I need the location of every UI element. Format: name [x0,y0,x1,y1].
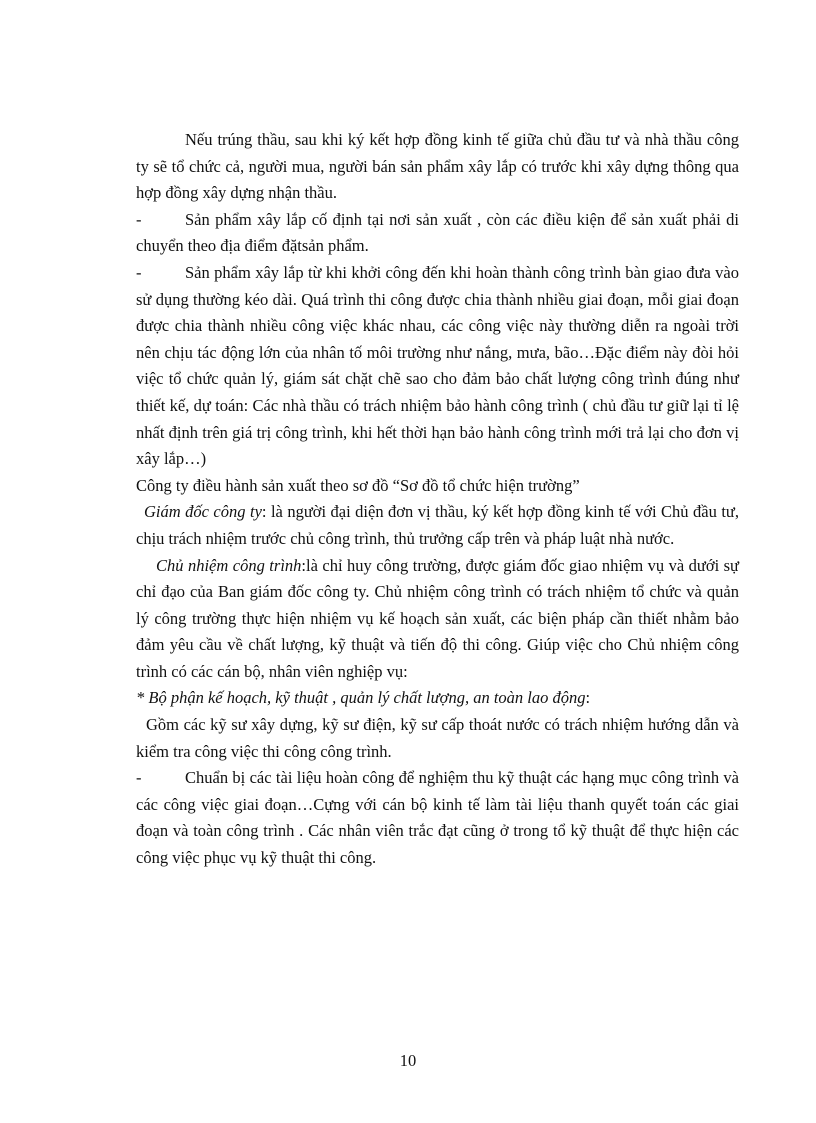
dash-bullet: - [136,209,142,229]
paragraph-project-manager: Chủ nhiệm công trình:là chỉ huy công trường, được giám đốc giao nhiệm vụ và dưới sự chỉ đạo của Ban giám đốc công ty. Chủ nhiệm công trình có trách nhiệm tổ chức và quản lý công trường thực hiện nhiệm vụ kế hoạch sản xuất, các biện pháp cần thiết nhằm bảo đảm yêu cầu về chất lượng, kỹ thuật và tiến độ thi công. Giúp việc cho Chủ nhiệm công trình có các cán bộ, nhân viên nghiệp vụ: [136,555,739,681]
paragraph-org-chart: Công ty điều hành sản xuất theo sơ đồ “Sơ đồ tổ chức hiện trường” [136,475,580,495]
dash-bullet: - [136,768,142,788]
paragraph-contract: Nếu trúng thầu, sau khi ký kết hợp đồng kinh tế giữa chủ đầu tư và nhà thầu công ty sẽ tổ chức cả, người mua, người bán sản phẩm xây lắp có trước khi xây dựng thông qua hợp đồng xây dựng nhận thầu. [136,130,739,203]
director-label: Giám đốc công ty [144,502,262,522]
page-number: 10 [399,1051,417,1070]
bullet-long-duration: - Sản phẩm xây lắp từ khi khởi công đến khi hoàn thành công trình bàn giao đưa vào sử dụng thường kéo dài. Quá trình thi công được chia thành nhiều giai đoạn, mỗi giai đoạn được chia thành nhiều công việc khác nhau, các công việc này thường diễn ra ngoài trời nên chịu tác động lớn của nhân tố môi trường như nắng, mưa, bão…Đặc điểm này đòi hỏi việc tổ chức quản lý, giám sát chặt chẽ sao cho đảm bảo chất lượng công trình đúng như thiết kế, dự toán: Các nhà thầu có trách nhiệm bảo hành công trình ( chủ đầu tư giữ lại tỉ lệ nhất định trên giá trị công trình, khi hết thời hạn bảo hành công trình mới trả lại cho đơn vị xây lắp…) [136,260,739,473]
project-manager-label: Chủ nhiệm công trình [156,555,302,575]
bullet-fixed-product: - Sản phẩm xây lắp cố định tại nơi sản xuất , còn các điều kiện để sản xuất phải di chuyển theo địa điểm đặtsản phẩm. [136,207,739,260]
planning-dept-label: * Bộ phận kế hoạch, kỹ thuật , quản lý chất lượng, an toàn lao động [136,688,586,708]
bullet-documents: - Chuẩn bị các tài liệu hoàn công để nghiệm thu kỹ thuật các hạng mục công trình và các công việc giai đoạn…Cựng với cán bộ kinh tế làm tài liệu thanh quyết toán các giai đoạn và toàn công trình . Các nhân viên trắc đạt cũng ở trong tổ kỹ thuật để thực hiện các công việc phục vụ kỹ thuật thi công. [136,765,739,871]
paragraph-engineers: Gồm các kỹ sư xây dựng, kỹ sư điện, kỹ sư cấp thoát nước có trách nhiệm hướng dẫn và kiểm tra công việc thi công công trình. [136,715,739,761]
paragraph-planning-dept: * Bộ phận kế hoạch, kỹ thuật , quản lý chất lượng, an toàn lao động: [136,688,591,708]
paragraph-director: Giám đốc công ty: là người đại diện đơn vị thầu, ký kết hợp đồng kinh tế với Chủ đầu tư, chịu trách nhiệm trước chủ công trình, thủ trưởng cấp trên và pháp luật nhà nước. [136,502,739,548]
dash-bullet: - [136,262,142,282]
body-text [136,127,739,872]
